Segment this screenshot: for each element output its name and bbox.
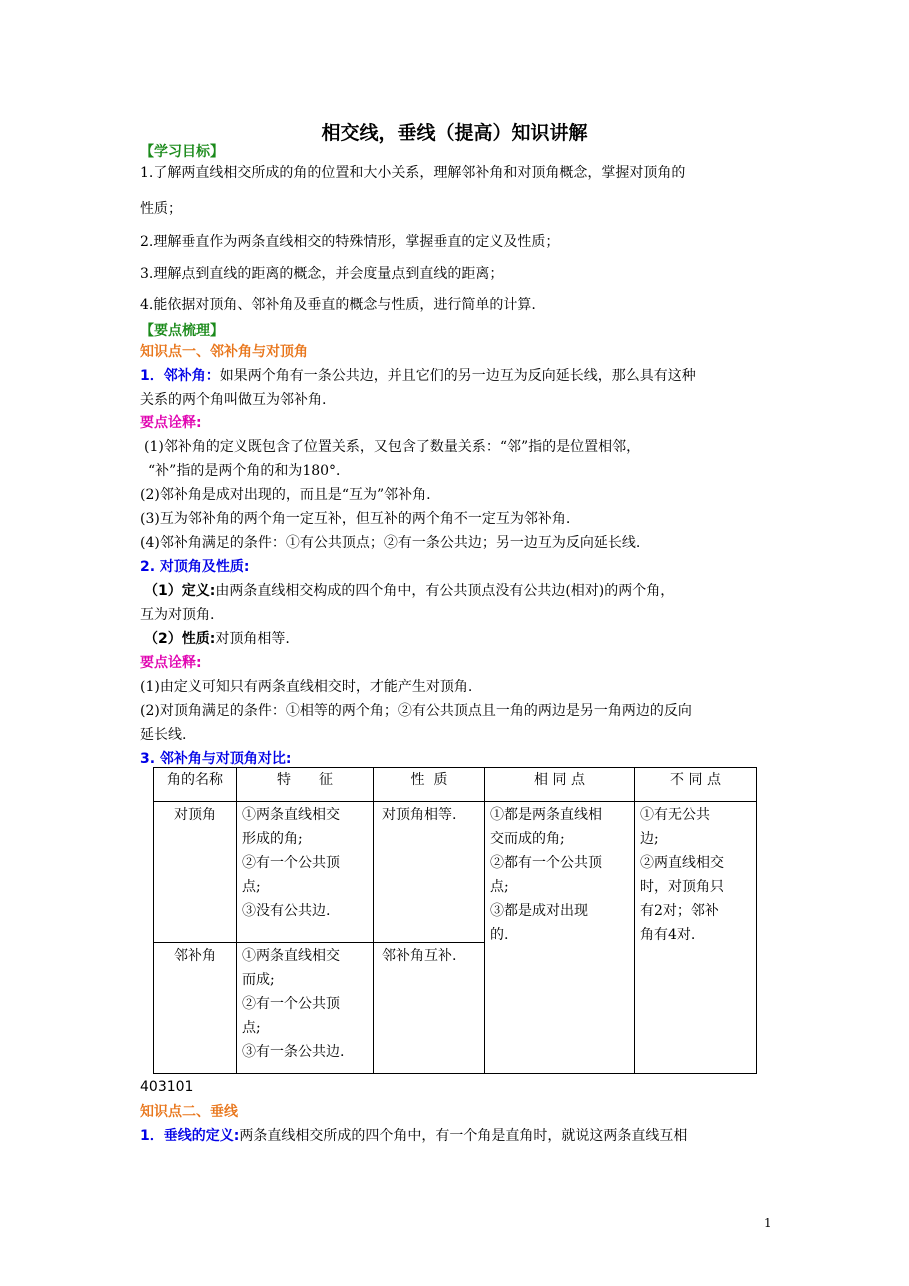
table-header-same: 相 同 点 [534, 772, 585, 788]
page-title: 相交线，垂线（提高）知识讲解 [321, 122, 588, 144]
row2-feature-3: ②有一个公共顶 [242, 996, 340, 1012]
objective-line-5: 4.能依据对顶角、邻补角及垂直的概念与性质，进行简单的计算. [140, 297, 536, 313]
def2-sub2-text: 对顶角相等. [215, 631, 290, 647]
row2-feature-5: ③有一条公共边. [242, 1044, 345, 1060]
kp2-title: 知识点二、垂线 [140, 1104, 238, 1120]
def1-text-a: 如果两个角有一条公共边，并且它们的另一边互为反向延长线，那么具有这种 [219, 368, 696, 384]
page-number: 1 [764, 1216, 772, 1230]
diff-point-4: 时，对顶角只 [640, 879, 724, 895]
code-number: 403101 [140, 1079, 194, 1095]
def2-sub1-line-b: 互为对顶角. [140, 607, 215, 623]
kp1-title: 知识点一、邻补角与对顶角 [140, 344, 308, 360]
diff-point-2: 边; [640, 831, 659, 847]
note1-line-3: (2)邻补角是成对出现的，而且是“互为”邻补角. [140, 487, 431, 503]
def1-label: 1．邻补角： [140, 368, 220, 384]
note1-line-1: (1)邻补角的定义既包含了位置关系，又包含了数量关系：“邻”指的是位置相邻， [144, 439, 641, 455]
row1-feature-1: ①两条直线相交 [242, 807, 340, 823]
row2-features [242, 944, 344, 1064]
note2-line-2: (2)对顶角满足的条件：①相等的两个角；②有公共顶点且一角的两边是另一角两边的反向 [140, 703, 692, 719]
note-label-1: 要点诠释: [140, 415, 202, 431]
diff-point-1: ①有无公共 [640, 807, 710, 823]
note-label-2: 要点诠释: [140, 655, 202, 671]
row1-feature-4: 点; [242, 879, 261, 895]
same-point-4: 点; [490, 879, 509, 895]
def2-sub2-label: （2）性质: [144, 631, 216, 647]
objective-line-2: 性质； [140, 201, 182, 217]
diff-point-6: 角有4对. [640, 927, 696, 943]
same-point-5: ③都是成对出现 [490, 903, 588, 919]
row1-feature-3: ②有一个公共顶 [242, 855, 340, 871]
row2-feature-1: ①两条直线相交 [242, 948, 340, 964]
same-points-cell [490, 803, 602, 947]
row2-feature-4: 点; [242, 1020, 261, 1036]
row1-feature-5: ③没有公共边. [242, 903, 331, 919]
note2-line-1: (1)由定义可知只有两条直线相交时，才能产生对顶角. [140, 679, 473, 695]
same-point-3: ②都有一个公共顶 [490, 855, 602, 871]
row2-name: 邻补角 [174, 948, 216, 964]
objective-line-3: 2.理解垂直作为两条直线相交的特殊情形，掌握垂直的定义及性质； [140, 234, 560, 250]
table-header-property: 性 质 [410, 772, 448, 788]
row1-feature-2: 形成的角; [242, 831, 303, 847]
def1-line-b: 关系的两个角叫做互为邻补角. [140, 392, 327, 408]
row1-features [242, 803, 340, 923]
table-header-name: 角的名称 [167, 772, 223, 788]
row2-property: 邻补角互补. [382, 948, 457, 964]
diff-point-5: 有2对；邻补 [640, 903, 719, 919]
kp2-def-label: 1．垂线的定义: [140, 1128, 240, 1144]
kp2-def-text: 两条直线相交所成的四个角中，有一个角是直角时，就说这两条直线互相 [239, 1128, 688, 1144]
row2-feature-2: 而成; [242, 972, 275, 988]
same-point-6: 的. [490, 927, 509, 943]
row1-name: 对顶角 [174, 807, 216, 823]
objective-line-1: 1.了解两直线相交所成的角的位置和大小关系，理解邻补角和对顶角概念，掌握对顶角的 [140, 165, 686, 181]
same-point-2: 交而成的角; [490, 831, 565, 847]
note1-line-5: (4)邻补角满足的条件：①有公共顶点；②有一条公共边；另一边互为反向延长线. [140, 535, 641, 551]
table-header-diff: 不 同 点 [670, 772, 721, 788]
def2-sub1-text-a: 由两条直线相交构成的四个角中，有公共顶点没有公共边(相对)的两个角， [215, 583, 675, 599]
def2-label: 2. 对顶角及性质: [140, 559, 250, 575]
diff-points-cell [640, 803, 724, 947]
objective-line-4: 3.理解点到直线的距离的概念，并会度量点到直线的距离； [140, 266, 504, 282]
note2-line-3: 延长线. [140, 727, 187, 743]
kp2-def-line [140, 1125, 687, 1145]
row1-property: 对顶角相等. [382, 807, 457, 823]
note1-line-4: (3)互为邻补角的两个角一定互补，但互补的两个角不一定互为邻补角. [140, 511, 571, 527]
note1-line-2: “补”指的是两个角的和为180°． [148, 463, 351, 479]
def3-label: 3. 邻补角与对顶角对比: [140, 751, 292, 767]
objectives-heading: 【学习目标】 [140, 144, 224, 160]
def2-sub1-label: （1）定义: [144, 583, 216, 599]
table-header-features: 特 征 [277, 772, 333, 788]
same-point-1: ①都是两条直线相 [490, 807, 602, 823]
diff-point-3: ②两直线相交 [640, 855, 724, 871]
key-points-heading: 【要点梳理】 [140, 323, 224, 339]
